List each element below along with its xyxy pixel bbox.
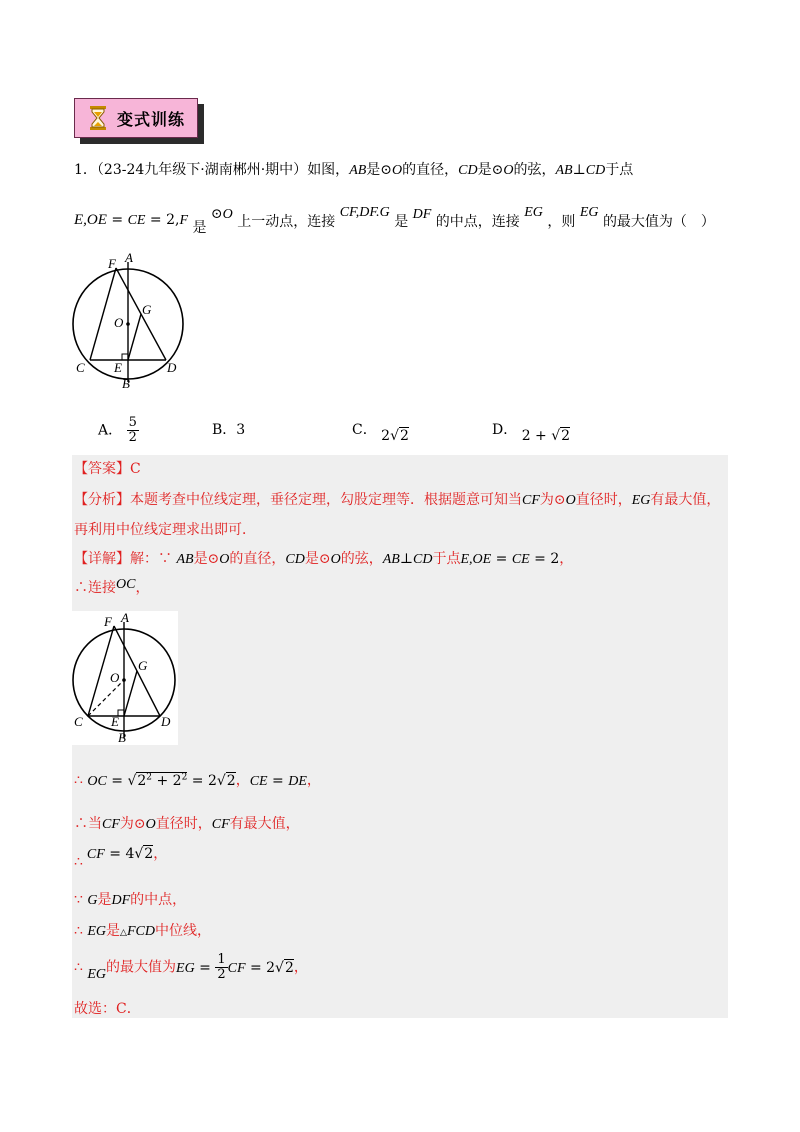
fig2-label-a: A bbox=[121, 610, 129, 625]
option-b-value: 3 bbox=[236, 422, 246, 438]
step-2: ∴当CF为⊙O直径时，CF有最大值， bbox=[74, 816, 300, 832]
question-line-2: E,OE = CE = 2,F 是 ⊙O 上一动点，连接 CF,DF.G 是 DF 的中点，连接 EG ，则 EG 的最大值为（ ） bbox=[74, 205, 715, 236]
option-d[interactable]: D． 2 + √2 bbox=[492, 422, 571, 444]
question-number: 1． bbox=[74, 162, 97, 178]
section-badge bbox=[74, 98, 204, 144]
fig2-label-c: C bbox=[74, 714, 83, 729]
step-3: ∴ CF = 4√2， bbox=[74, 846, 168, 870]
analysis-line-1: 【分析】本题考查中位线定理，垂径定理，勾股定理等．根据题意可知当CF为⊙O直径时，EG有最大值， bbox=[74, 492, 721, 508]
label-g: G bbox=[142, 302, 152, 317]
fig2-label-b: B bbox=[118, 730, 126, 745]
question-source: （23-24九年级下·湖南郴州·期中） bbox=[96, 162, 308, 178]
fig2-label-d: D bbox=[161, 714, 171, 729]
label-b: B bbox=[122, 376, 130, 390]
geometry-figure-1 bbox=[66, 250, 192, 390]
option-d-value: 2 + √2 bbox=[521, 428, 571, 444]
option-c[interactable]: C． 2√2 bbox=[352, 422, 409, 444]
step-1: ∴ OC = $√2^2 + 2^2 = 2√2$，CE = DE， bbox=[74, 772, 321, 789]
hourglass-icon bbox=[89, 106, 107, 130]
step-6: ∴ EG的最大值为EG = $\frac{1}{2}$ CF = 2√2， bbox=[74, 952, 308, 982]
option-c-value: 2√2 bbox=[381, 428, 409, 444]
label-f: F bbox=[108, 256, 116, 271]
step-5: ∴ EG是△FCD中位线， bbox=[74, 923, 211, 939]
section-title: 变式训练 bbox=[117, 109, 186, 129]
option-b[interactable]: B．3 bbox=[212, 422, 246, 438]
label-d: D bbox=[167, 360, 177, 375]
fig2-label-g: G bbox=[138, 658, 148, 673]
answer-line: 【答案】C bbox=[74, 461, 141, 477]
fig2-label-o: O bbox=[110, 670, 120, 685]
analysis-line-2: 再利用中位线定理求出即可． bbox=[74, 522, 256, 538]
answer-value: C bbox=[130, 461, 141, 477]
detail-line-2: ∴连接OC， bbox=[74, 577, 150, 596]
question-line-1: 1．（23-24九年级下·湖南郴州·期中）如图，AB是⊙O的直径，CD是⊙O的弦，AB⊥CD于点 bbox=[74, 162, 634, 178]
label-o: O bbox=[114, 315, 124, 330]
option-a-value: $\frac{5}{2}$ bbox=[128, 415, 137, 445]
step-4: ∵ G是DF的中点， bbox=[74, 892, 187, 908]
label-c: C bbox=[76, 360, 85, 375]
fig2-label-e: E bbox=[111, 714, 119, 729]
badge-face bbox=[74, 98, 198, 138]
conclusion: 故选：C． bbox=[74, 1001, 141, 1017]
label-a: A bbox=[125, 250, 133, 265]
label-e: E bbox=[114, 360, 122, 375]
option-a[interactable]: A． $\frac{5}{2}$ bbox=[98, 415, 137, 445]
fig2-label-f: F bbox=[104, 614, 112, 629]
detail-line-1: 【详解】解：∵ AB是⊙O的直径，CD是⊙O的弦，AB⊥CD于点E,OE = CE = 2， bbox=[74, 551, 574, 567]
geometry-figure-2 bbox=[68, 610, 184, 748]
